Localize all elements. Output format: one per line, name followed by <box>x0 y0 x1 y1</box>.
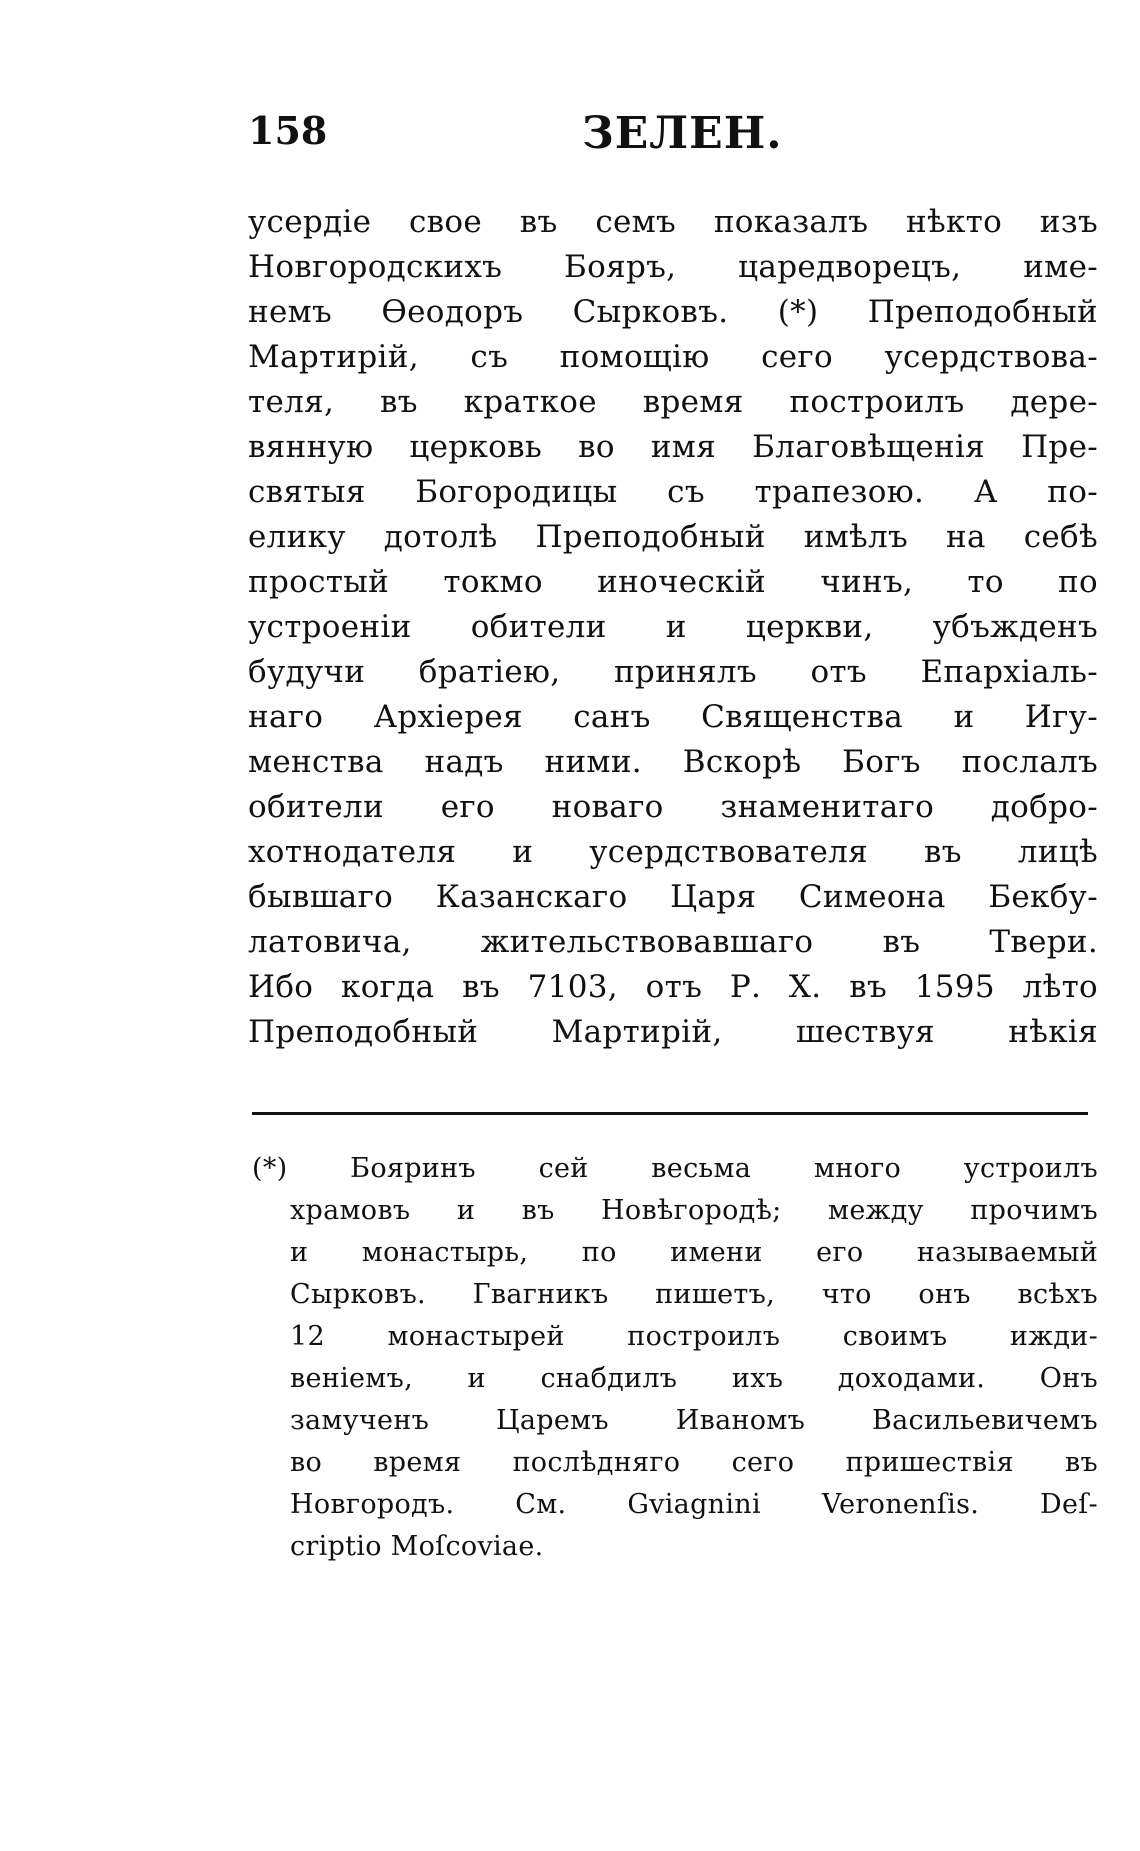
running-title: ЗЕЛЕН. <box>582 108 783 159</box>
footnote-line: Новгородъ. См. Gviagnini Veronenſis. Deſ- <box>290 1489 1098 1520</box>
footnote-line: (*) Бояринъ сей весьма много устроилъ <box>252 1153 1098 1184</box>
footnote-line: 12 монастырей построилъ своимъ ижди- <box>290 1321 1098 1352</box>
text-line: вянную церковь во имя Благовѣщенія Пре- <box>248 429 1098 465</box>
text-line: будучи братіею, принялъ отъ Епархіаль- <box>248 654 1098 690</box>
footnote <box>252 1148 1098 1568</box>
text-line: усердіе свое въ семъ показалъ нѣкто изъ <box>248 204 1098 240</box>
text-line: святыя Богородицы съ трапезою. А по- <box>248 474 1098 510</box>
page-number: 158 <box>248 108 328 153</box>
text-line: обители его новаго знаменитаго добро- <box>248 789 1098 825</box>
text-line: теля, въ краткое время построилъ дере- <box>248 384 1098 420</box>
text-line: устроеніи обители и церкви, убъжденъ <box>248 609 1098 645</box>
text-line: простый токмо иноческій чинъ, то по <box>248 564 1098 600</box>
text-line: елику дотолѣ Преподобный имѣлъ на себѣ <box>248 519 1098 555</box>
footnote-line: criptio Moſcoviae. <box>290 1531 544 1562</box>
footnote-line: во время послѣдняго сего пришествія въ <box>290 1447 1098 1478</box>
footnote-line: веніемъ, и снабдилъ ихъ доходами. Онъ <box>290 1363 1098 1394</box>
text-line: менства надъ ними. Вскорѣ Богъ послалъ <box>248 744 1098 780</box>
text-line: наго Архіерея санъ Священства и Игу- <box>248 699 1098 735</box>
main-text <box>248 200 1098 1055</box>
footnote-line: и монастырь, по имени его называемый <box>290 1237 1098 1268</box>
text-line: латовича, жительствовавшаго въ Твери. <box>248 924 1098 960</box>
running-head <box>248 108 1098 168</box>
text-line: немъ Ѳеодоръ Сырковъ. (*) Преподобный <box>248 294 1098 330</box>
text-line: Ибо когда въ 7103, отъ Р. Х. въ 1595 лѣто <box>248 969 1098 1005</box>
text-line: хотнодателя и усердствователя въ лицѣ <box>248 834 1098 870</box>
footnote-line: храмовъ и въ Новѣгородѣ; между прочимъ <box>290 1195 1098 1226</box>
footnote-line: Сырковъ. Гвагникъ пишетъ, что онъ всѣхъ <box>290 1279 1098 1310</box>
text-line: Новгородскихъ Бояръ, царедворецъ, име- <box>248 249 1098 285</box>
text-line: Мартирій, съ помощію сего усердствова- <box>248 339 1098 375</box>
text-line: Преподобный Мартирій, шествуя нѣкія <box>248 1014 1098 1050</box>
text-line: бывшаго Казанскаго Царя Симеона Бекбу- <box>248 879 1098 915</box>
footnote-divider <box>252 1112 1088 1115</box>
footnote-line: замученъ Царемъ Иваномъ Васильевичемъ <box>290 1405 1098 1436</box>
